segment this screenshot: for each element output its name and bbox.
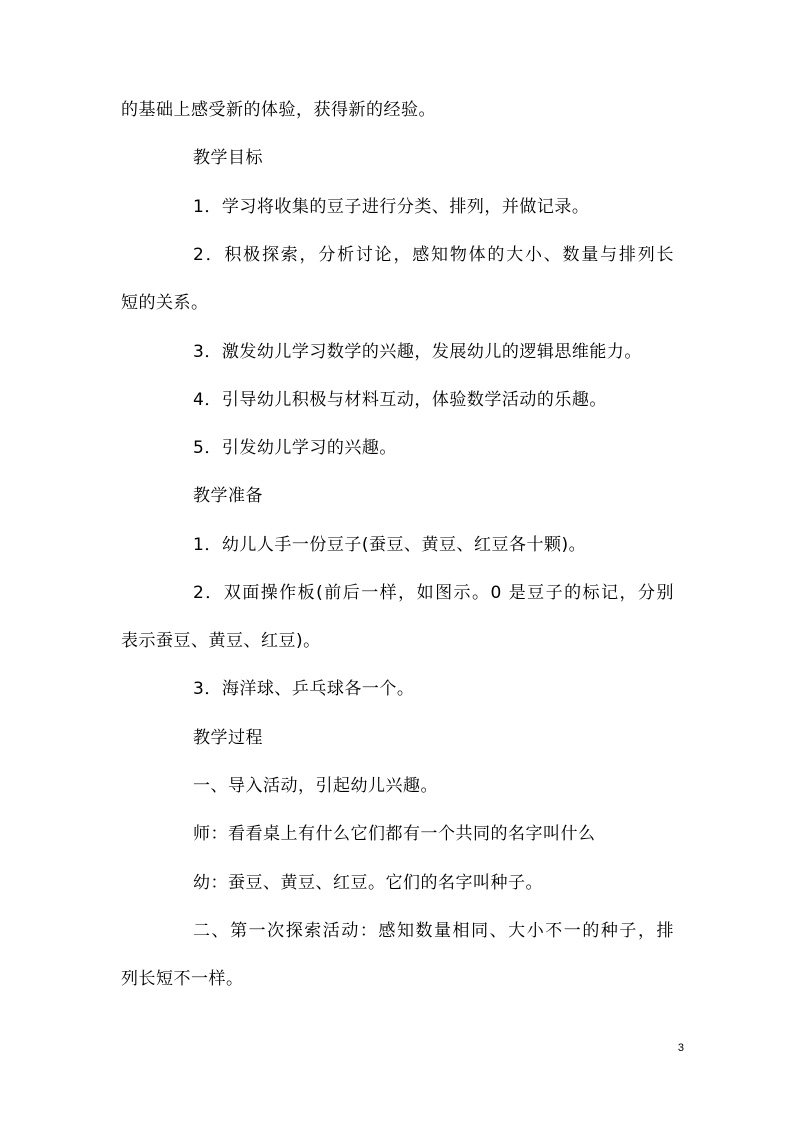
page-number: 3 [677,1042,684,1054]
preparation-item-3: 3．海洋球、乒乓球各一个。 [193,679,415,699]
process-step-2: 二、第一次探索活动：感知数量相同、大小不一的种子，排 [193,921,674,941]
preparation-item-2-continuation: 表示蚕豆、黄豆、红豆)。 [121,631,321,651]
process-step-2-continuation: 列长短不一样。 [121,969,244,989]
heading-teaching-goals: 教学目标 [193,148,263,168]
heading-teaching-preparation: 教学准备 [193,486,263,506]
goal-item-4: 4．引导幼儿积极与材料互动，体验数学活动的乐趣。 [193,390,607,410]
preparation-item-2: 2．双面操作板(前后一样，如图示。0 是豆子的标记，分别 [193,583,674,603]
goal-item-2-continuation: 短的关系。 [121,293,209,313]
heading-teaching-process: 教学过程 [193,728,263,748]
process-step-1: 一、导入活动，引起幼儿兴趣。 [193,776,438,796]
paragraph-continuation: 的基础上感受新的体验，获得新的经验。 [121,100,436,120]
goal-item-1: 1．学习将收集的豆子进行分类、排列，并做记录。 [193,197,590,217]
goal-item-3: 3．激发幼儿学习数学的兴趣，发展幼儿的逻辑思维能力。 [193,342,642,362]
preparation-item-1: 1．幼儿人手一份豆子(蚕豆、黄豆、红豆各十颗)。 [193,535,587,555]
child-dialogue: 幼：蚕豆、黄豆、红豆。它们的名字叫种子。 [193,873,543,893]
goal-item-5: 5．引发幼儿学习的兴趣。 [193,438,397,458]
teacher-dialogue: 师：看看桌上有什么它们都有一个共同的名字叫什么 [193,824,596,844]
goal-item-2: 2．积极探索，分析讨论，感知物体的大小、数量与排列长 [193,245,674,265]
